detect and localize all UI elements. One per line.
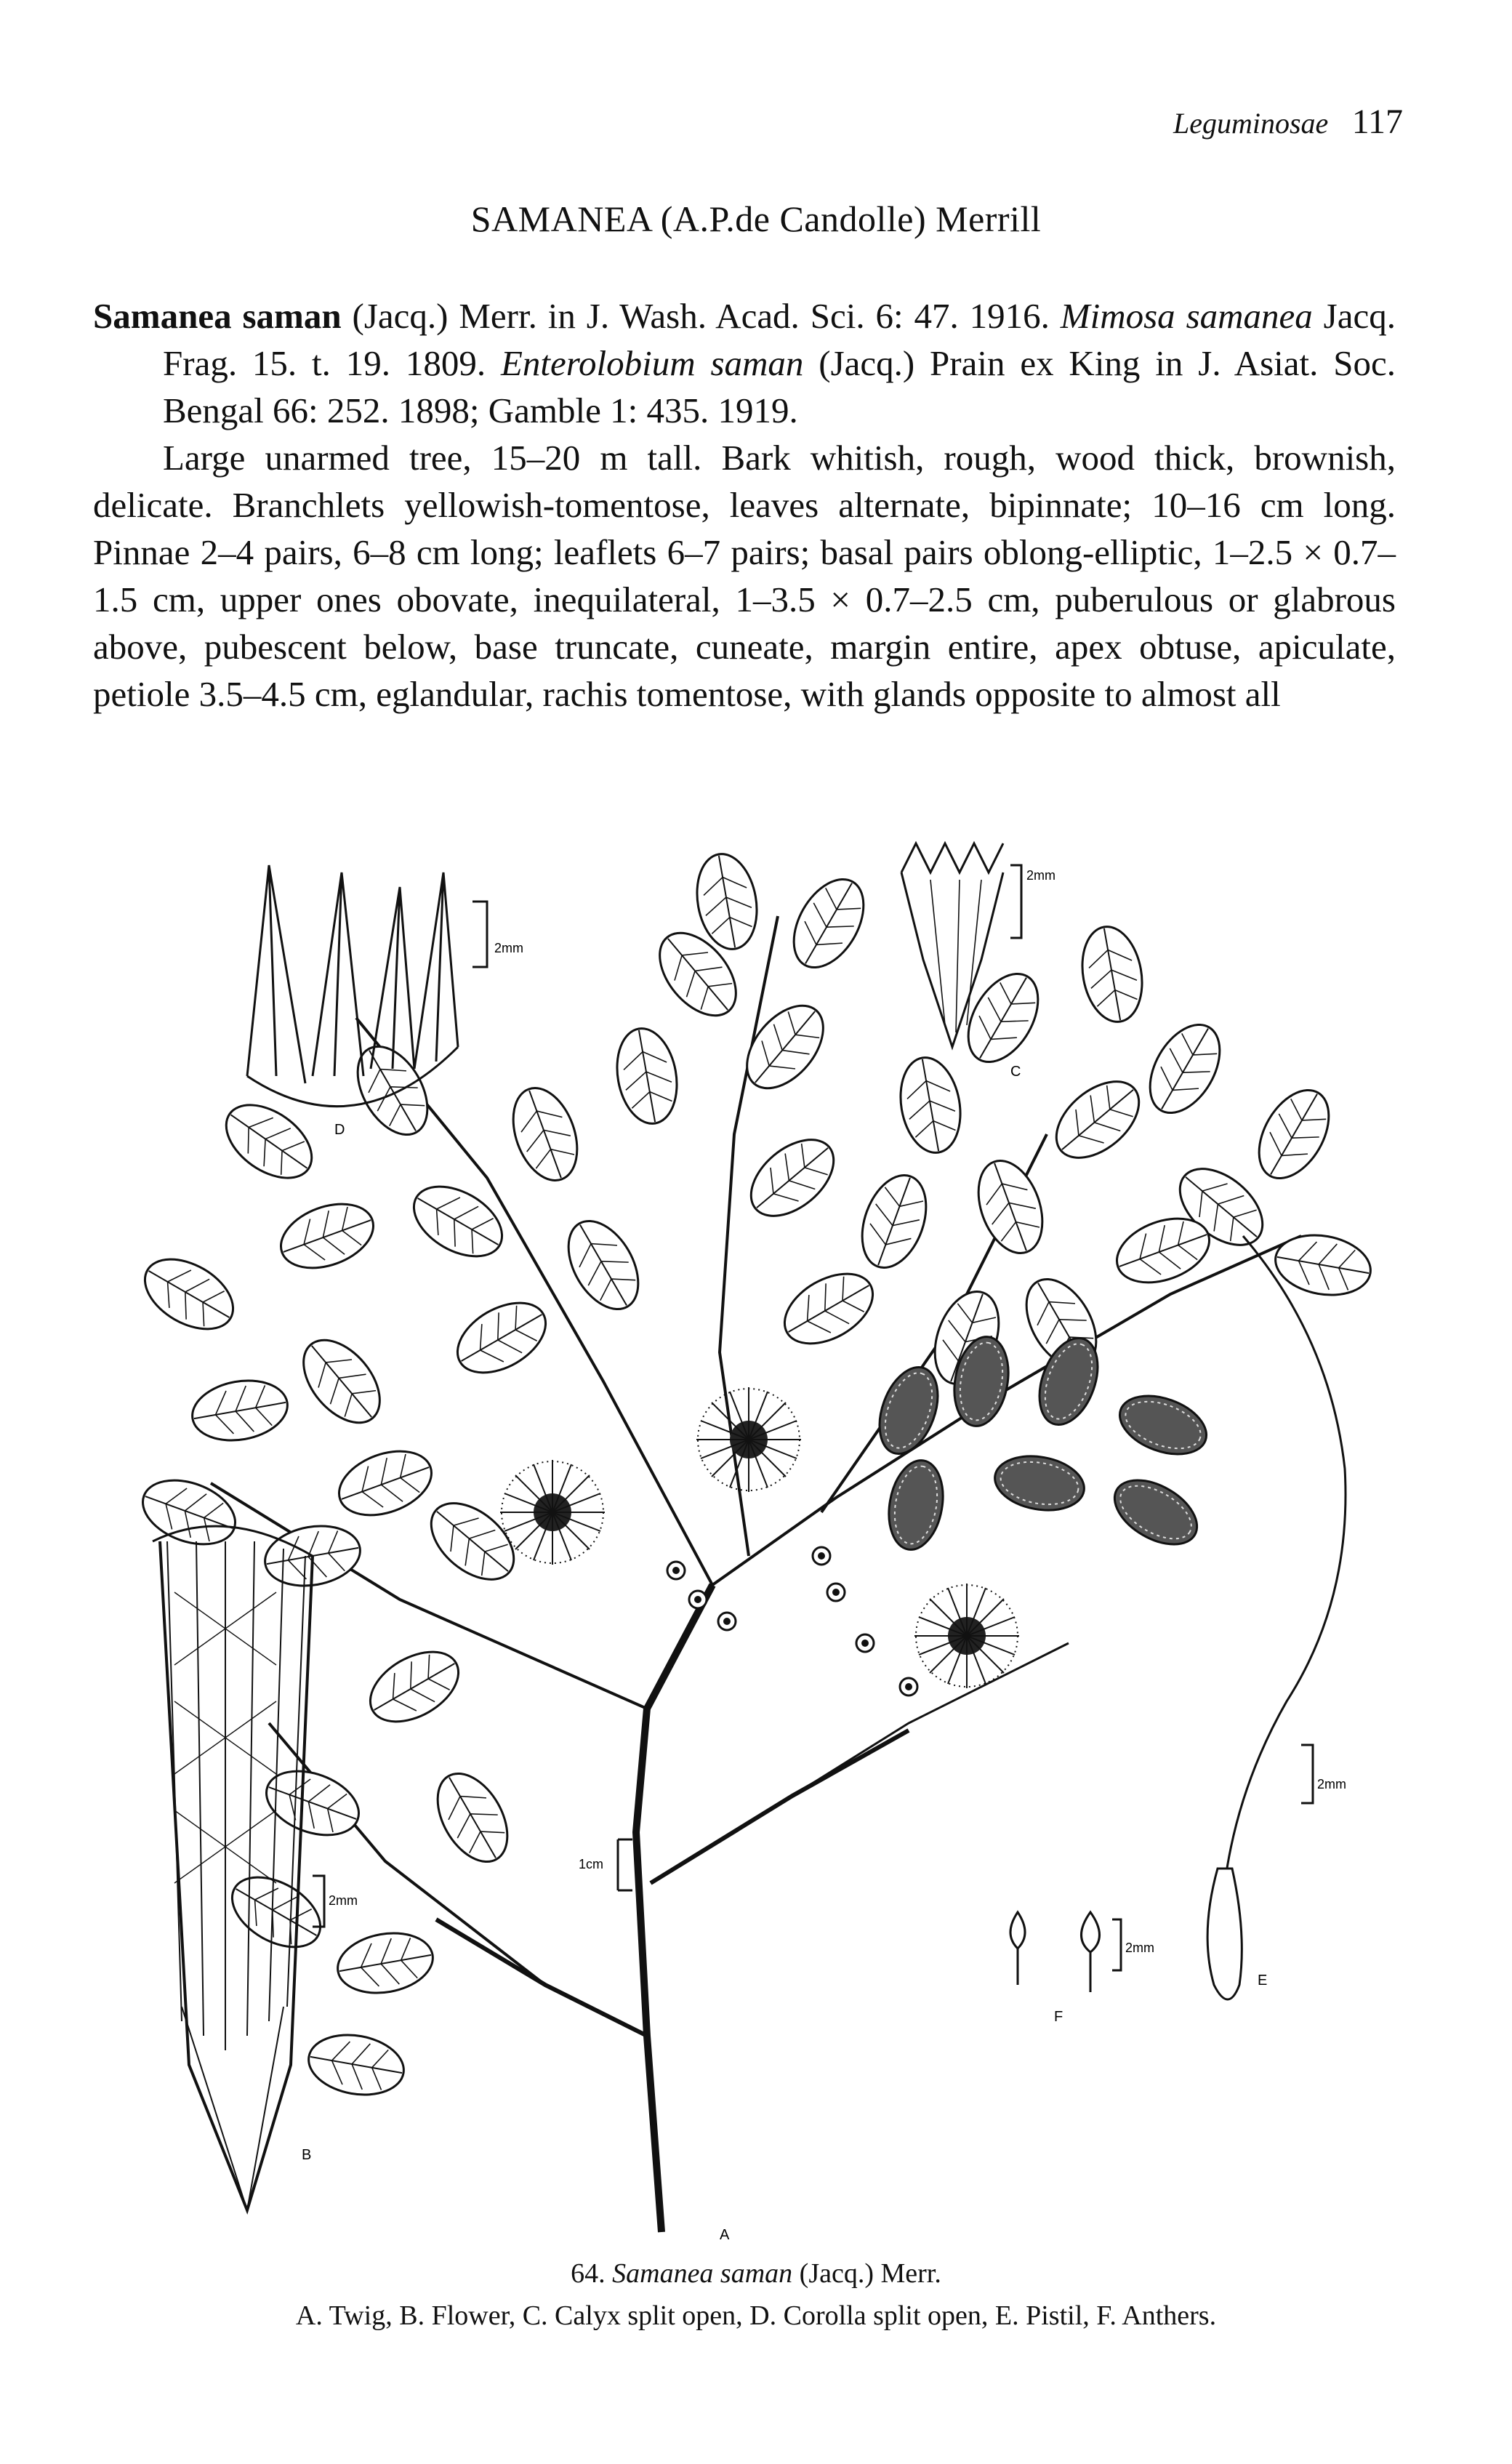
synonym-1-rest: Jacq. Frag. 15. t. 19. 1809.	[163, 296, 1396, 383]
journal-name: Leguminosae	[1173, 107, 1329, 140]
figure-label-e: E	[1258, 1973, 1268, 1989]
caption-title-line	[0, 2252, 1512, 2295]
caption-species: Samanea saman	[612, 2258, 793, 2289]
scale-label-b: 2mm	[329, 1893, 358, 1908]
caption-legend: A. Twig, B. Flower, C. Calyx split open, D. Corolla split open, E. Pistil, F. Anthers.	[295, 2300, 1217, 2331]
anthers-f	[1010, 1912, 1154, 2025]
figure-label-c: C	[1010, 1064, 1021, 1080]
figure-number: 64.	[571, 2258, 606, 2289]
synonym-1-name: Mimosa samanea	[1060, 296, 1313, 336]
figure-label-a: A	[720, 2227, 730, 2243]
species-text	[93, 292, 1396, 718]
figure-label-b: B	[302, 2147, 312, 2163]
figure-label-f: F	[1054, 2009, 1063, 2025]
twig-a	[133, 849, 1375, 2243]
species-citation	[93, 292, 1396, 434]
figure-label-d: D	[334, 1122, 345, 1138]
scale-label-e: 2mm	[1317, 1777, 1346, 1791]
species-citation-rest: (Jacq.) Merr. in J. Wash. Acad. Sci. 6: 47. 1916.	[341, 296, 1061, 336]
figure-caption	[0, 2252, 1512, 2337]
synonym-2-rest: (Jacq.) Prain ex King in J. Asiat. Soc. Bengal 66: 252. 1898; Gamble 1: 435. 1919.	[163, 343, 1396, 430]
running-head	[1173, 102, 1403, 142]
flower-b	[153, 1526, 358, 2210]
pistil-e	[1207, 1236, 1346, 1999]
genus-heading: SAMANEA (A.P.de Candolle) Merrill	[470, 198, 1042, 239]
scale-label-c: 2mm	[1026, 868, 1055, 883]
page-number: 117	[1351, 103, 1403, 141]
scale-label-f: 2mm	[1125, 1941, 1154, 1955]
scale-label-a: 1cm	[578, 1857, 603, 1871]
corolla-d	[247, 865, 523, 1138]
species-name: Samanea saman	[93, 296, 342, 336]
botanical-illustration	[94, 829, 1418, 2254]
scale-label-d: 2mm	[494, 941, 523, 955]
caption-authority: (Jacq.) Merr.	[792, 2258, 941, 2289]
synonym-2-name: Enterolobium saman	[500, 343, 804, 383]
species-description: Large unarmed tree, 15–20 m tall. Bark whitish, rough, wood thick, brownish, delicate. Branchlets yellowish-tomentose, leaves alternate, bipinnate; 10–16 cm long. Pinnae 2–4 pairs, 6–8 cm long; leaflets 6–7 pairs; basal pairs oblong-elliptic, 1–2.5 × 0.7–1.5 cm, upper ones obovate, inequilateral, 1–3.5 × 0.7–2.5 cm, puberulous or glabrous above, pubescent below, base truncate, cuneate, margin entire, apex obtuse, apiculate, petiole 3.5–4.5 cm, eglandular, rachis tomentose, with glands opposite to almost all	[93, 438, 1396, 714]
